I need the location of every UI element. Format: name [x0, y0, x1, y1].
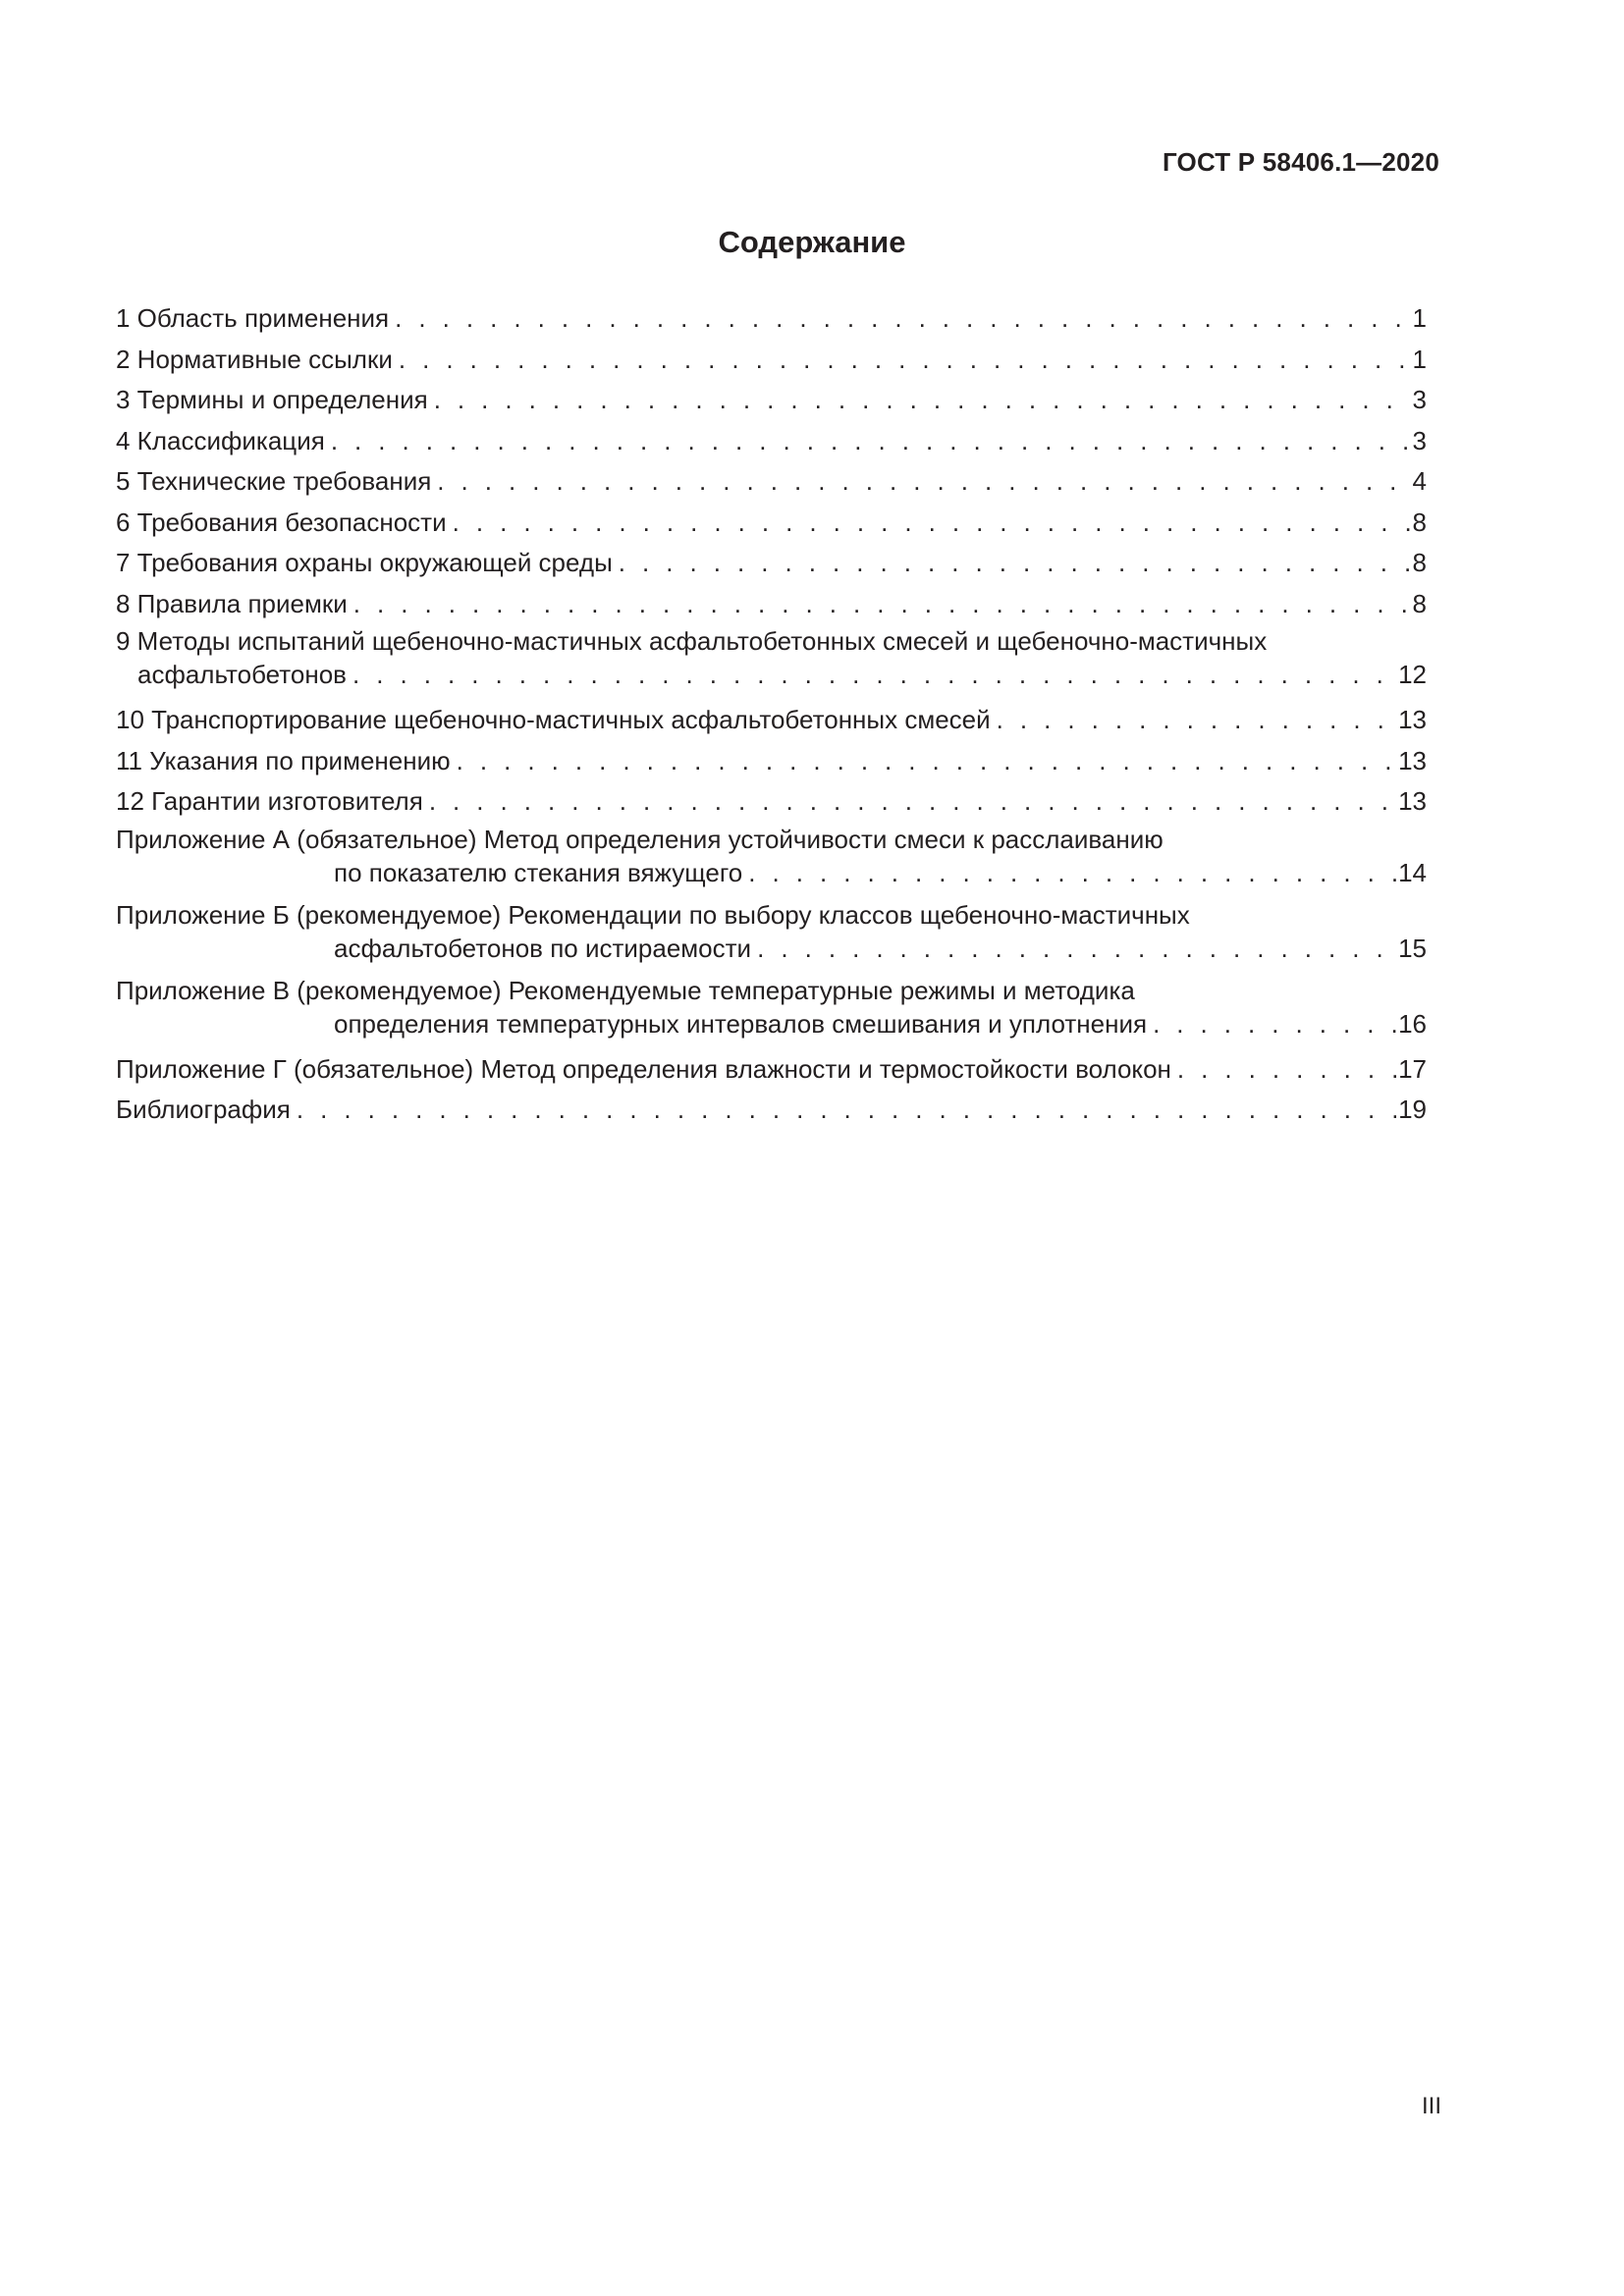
dot-leader — [297, 1090, 1396, 1131]
toc-entry-label-continued: асфальтобетонов — [137, 660, 347, 689]
toc-entry-label-continued: асфальтобетонов по истираемости — [334, 933, 752, 963]
toc-entry — [116, 421, 1427, 462]
dot-leader — [399, 340, 1411, 381]
toc-entry-page: 13 — [1398, 786, 1427, 816]
toc-entry-page: 8 — [1412, 588, 1427, 618]
toc-entry — [116, 700, 1427, 741]
dot-leader — [457, 741, 1396, 782]
dot-leader — [997, 700, 1396, 741]
toc-entry-label: 12 Гарантии изготовителя — [116, 786, 423, 816]
dot-leader — [434, 380, 1411, 421]
toc-entry-label: Библиография — [116, 1095, 291, 1124]
toc-entry-page: 1 — [1412, 303, 1427, 333]
toc-entry-label: Приложение Б (рекомендуемое) Рекомендации по выбору классов щебеночно-мастичных — [116, 899, 1190, 930]
dot-leader — [757, 932, 1396, 965]
toc-entry-page: 8 — [1412, 507, 1427, 537]
toc-entry — [116, 781, 1427, 823]
toc-entry-label-continued: определения температурных интервалов смешивания и уплотнения — [334, 1008, 1148, 1039]
page-number: III — [1421, 2093, 1441, 2119]
toc-entry-page: 1 — [1412, 344, 1427, 374]
dot-leader — [395, 298, 1410, 340]
toc-entry-label: 8 Правила приемки — [116, 588, 348, 618]
toc-entry-appendix-g — [116, 1049, 1427, 1091]
toc-entry-appendix-a — [116, 823, 1427, 889]
dot-leader — [1153, 1007, 1396, 1041]
toc-entry — [116, 543, 1427, 584]
dot-leader — [331, 421, 1411, 462]
dot-leader — [429, 781, 1396, 823]
toc-entry-page: 12 — [1398, 660, 1427, 689]
toc-entry — [116, 461, 1427, 503]
toc-entry-page: 15 — [1398, 933, 1427, 963]
toc-entry-page: 8 — [1412, 548, 1427, 577]
toc-entry-page: 16 — [1398, 1008, 1427, 1039]
toc-entry-bibliography — [116, 1090, 1427, 1131]
dot-leader — [1177, 1049, 1396, 1091]
toc-entry-page: 13 — [1398, 745, 1427, 775]
toc-entry-label: 7 Требования охраны окружающей среды — [116, 548, 613, 577]
toc-entry-label: Приложение Г (обязательное) Метод определения влажности и термостойкости волокон — [116, 1053, 1171, 1084]
toc-title: Содержание — [718, 225, 906, 259]
toc-entry-label: 1 Область применения — [116, 303, 390, 333]
toc-entry-label: 10 Транспортирование щебеночно-мастичных асфальтобетонных смесей — [116, 705, 991, 734]
toc-entry-label: 6 Требования безопасности — [116, 507, 447, 537]
toc-entry-label: 3 Термины и определения — [116, 385, 428, 414]
dot-leader — [748, 856, 1396, 889]
document-code: ГОСТ Р 58406.1—2020 — [1162, 147, 1439, 177]
toc-entry — [116, 503, 1427, 544]
toc-entry-label: Приложение А (обязательное) Метод определения устойчивости смеси к расслаиванию — [116, 824, 1164, 854]
toc-entry-page: 19 — [1398, 1095, 1427, 1124]
dot-leader — [353, 584, 1411, 625]
toc-entry-appendix-b — [116, 898, 1427, 965]
dot-leader — [619, 543, 1411, 584]
toc-entry-label: 11 Указания по применению — [116, 745, 451, 775]
toc-entry-appendix-v — [116, 974, 1427, 1041]
dot-leader — [453, 503, 1411, 544]
dot-leader — [437, 461, 1410, 503]
toc-entry-page: 17 — [1398, 1053, 1427, 1084]
toc-entry-label: 2 Нормативные ссылки — [116, 344, 393, 374]
toc-entry-label: 5 Технические требования — [116, 466, 432, 496]
toc-entry — [116, 298, 1427, 340]
toc-entry-page: 4 — [1412, 466, 1427, 496]
table-of-contents — [116, 298, 1427, 1131]
toc-entry — [116, 624, 1427, 691]
toc-entry-label: Приложение В (рекомендуемое) Рекомендуемые температурные режимы и методика — [116, 975, 1135, 1005]
toc-entry-page: 3 — [1412, 425, 1427, 455]
toc-entry-page: 3 — [1412, 385, 1427, 414]
toc-entry-label: 4 Классификация — [116, 425, 325, 455]
toc-entry — [116, 741, 1427, 782]
toc-entry-label: 9 Методы испытаний щебеночно-мастичных асфальтобетонных смесей и щебеночно-мастичных — [116, 626, 1268, 656]
toc-entry-page: 13 — [1398, 705, 1427, 734]
toc-entry-page: 14 — [1398, 857, 1427, 887]
toc-entry — [116, 380, 1427, 421]
dot-leader — [352, 658, 1396, 691]
toc-entry — [116, 340, 1427, 381]
toc-entry-label-continued: по показателю стекания вяжущего — [334, 857, 743, 887]
toc-entry — [116, 584, 1427, 625]
